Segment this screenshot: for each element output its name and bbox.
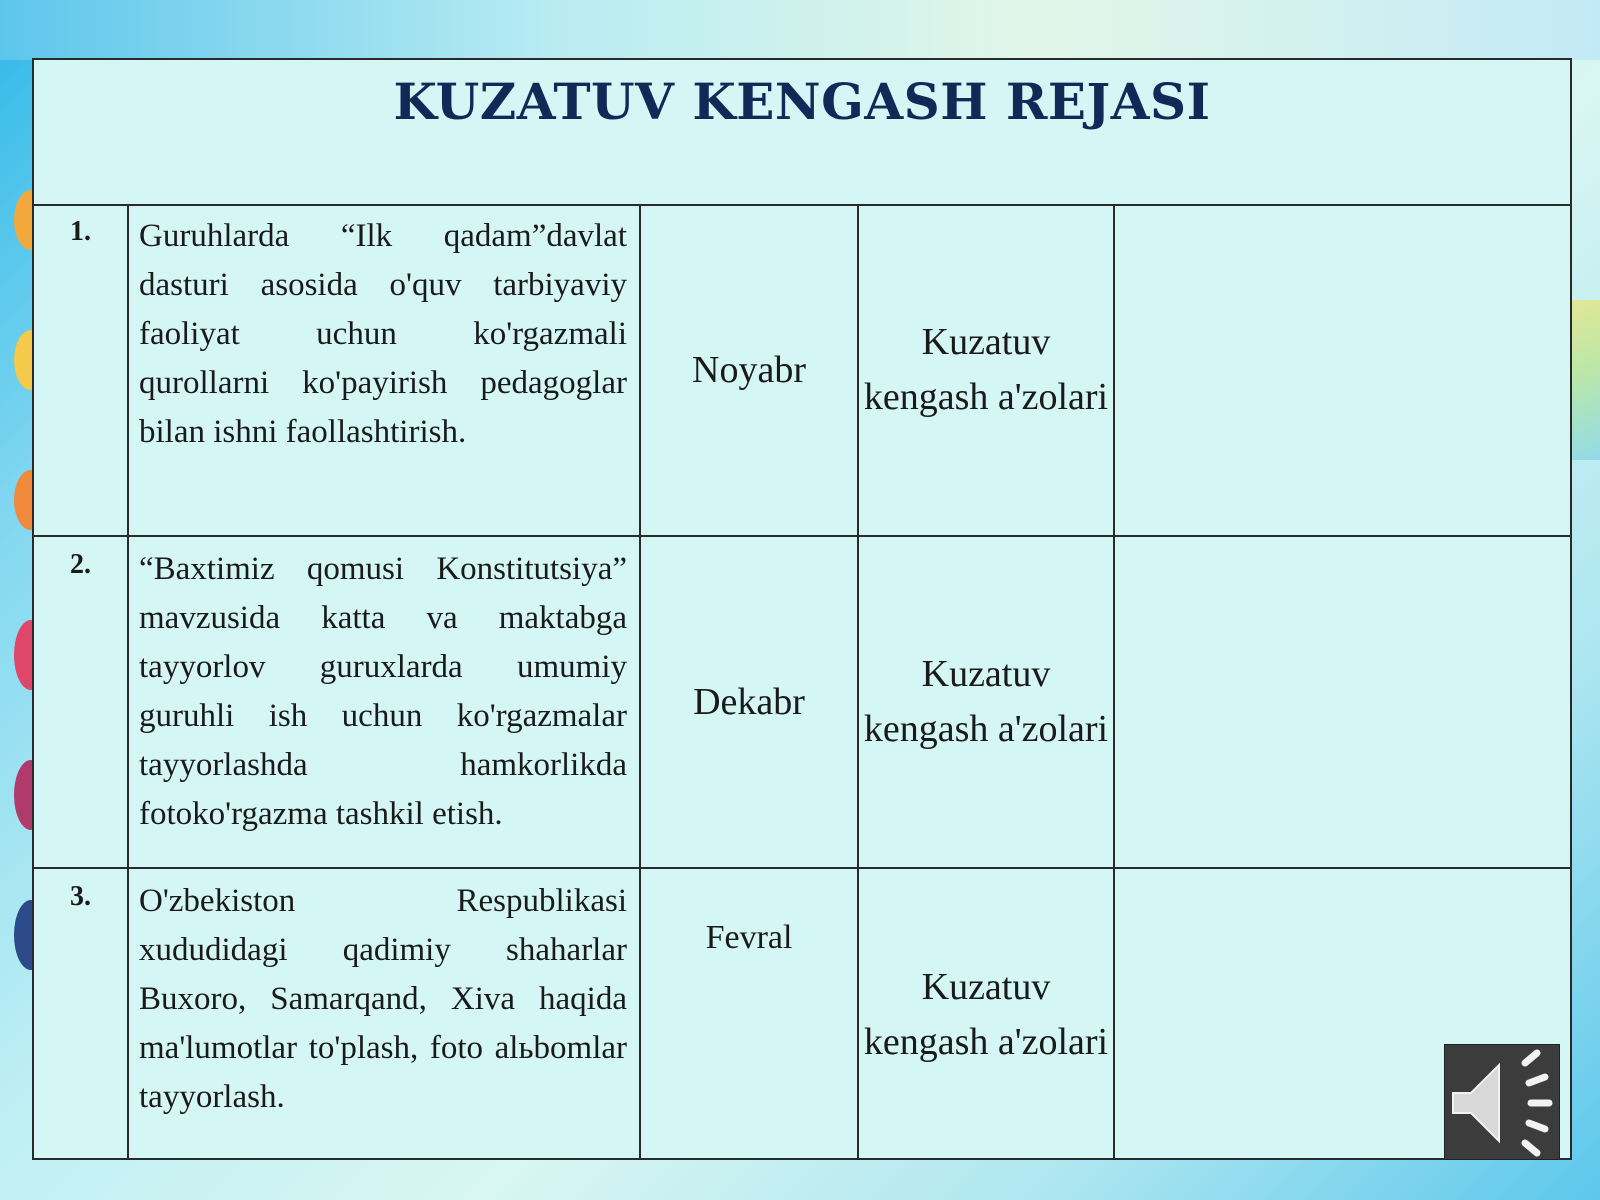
row-notes <box>1114 536 1570 868</box>
plan-table <box>34 204 1570 1160</box>
row-notes <box>1114 204 1570 536</box>
row-responsible: Kuzatuv kengash a'zolari <box>858 204 1114 536</box>
row-responsible: Kuzatuv kengash a'zolari <box>858 536 1114 868</box>
table-row <box>34 868 1570 1160</box>
title-row <box>34 60 1570 206</box>
table-row <box>34 204 1570 536</box>
speaker-glyph <box>1445 1045 1559 1159</box>
row-month: Noyabr <box>640 204 858 536</box>
page-title: KUZATUV KENGASH REJASI <box>393 72 1211 131</box>
speaker-volume-icon[interactable] <box>1444 1044 1560 1160</box>
slide-panel <box>32 58 1572 1160</box>
table-row <box>34 536 1570 868</box>
row-month: Dekabr <box>640 536 858 868</box>
row-number: 1. <box>34 204 128 536</box>
row-description: “Baxtimiz qomusi Konstitutsiya” mavzusida katta va maktabga tayyorlov guruxlarda umumiy guruhli ish uchun ko'rgazmalar tayyorlashda hamkorlikda fotoko'rgazma tashkil etish. <box>128 536 640 868</box>
background-top-stripe <box>0 0 1600 60</box>
row-description: Guruhlarda “Ilk qadam”davlat dasturi asosida o'quv tarbiyaviy faoliyat uchun ko'rgazmali qurollarni ko'payirish pedagoglar bilan ishni faollashtirish. <box>128 204 640 536</box>
row-description: O'zbekiston Respublikasi xududidagi qadimiy shaharlar Buxoro, Samarqand, Xiva haqida ma'lumotlar to'plash, foto alьbomlar tayyorlash. <box>128 868 640 1160</box>
row-number: 3. <box>34 868 128 1160</box>
row-number: 2. <box>34 536 128 868</box>
row-responsible: Kuzatuv kengash a'zolari <box>858 868 1114 1160</box>
row-month: Fevral <box>640 868 858 1160</box>
